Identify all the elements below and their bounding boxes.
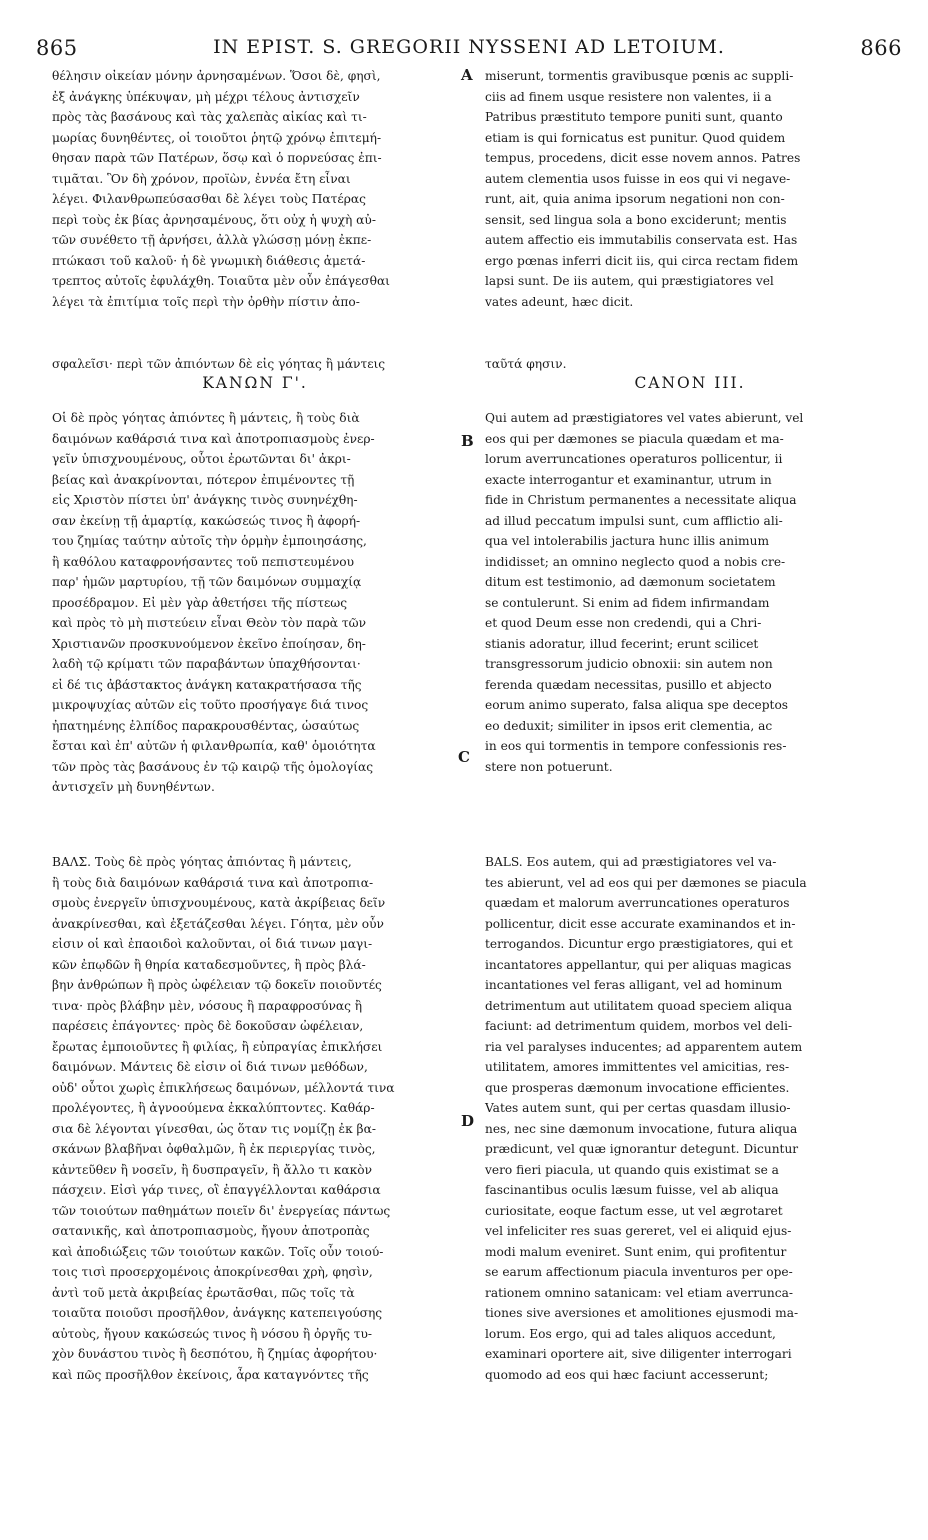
text-line: eo deduxit; similiter in ipsos erit clementia, ac xyxy=(485,718,773,733)
text-line: βείας καὶ ἀνακρίνονται, πότερον ἐπιμένοντες τῇ xyxy=(52,472,355,487)
text-line: ἐξ ἀνάγκης ὑπέκυψαν, μὴ μέχρι τέλους ἀντισχεῖν xyxy=(52,89,360,104)
page-number-left: 865 xyxy=(36,36,78,60)
text-line: qua vel intolerabilis jactura hunc illis animum xyxy=(485,534,769,548)
text-line: τῶν πρὸς τὰς βασάνους ἐν τῷ καιρῷ τῆς ὁμολογίας xyxy=(52,759,374,774)
page-number-right: 866 xyxy=(860,36,902,60)
text-line: rationem omnino satanicam: vel etiam averrunca- xyxy=(485,1285,793,1300)
latin-intro xyxy=(485,66,895,312)
text-line: utilitatem, amores immittentes vel amicitias, res- xyxy=(485,1060,790,1074)
text-line: ergo pœnas inferri dicit iis, qui circa rectam fidem xyxy=(485,253,799,268)
text-line: se earum affectionum piacula inventuros per ope- xyxy=(485,1265,793,1279)
text-line: ferenda quædam necessitas, pusillo et abjecto xyxy=(485,677,772,692)
margin-letter-c: C xyxy=(458,748,470,766)
text-line: προσέδραμον. Εἰ μὲν γὰρ ἀθετήσει τῆς πίστεως xyxy=(52,595,348,610)
greek-transition-text: σφαλεῖσι· περὶ τῶν ἀπιόντων δὲ εἰς γόητας ἢ μάντεις xyxy=(52,357,386,371)
text-line: τοιαῦτα ποιοῦσι προσῆλθον, ἀνάγκης κατεπειγούσης xyxy=(52,1306,383,1320)
text-line: μικροψυχίας αὐτῶν εἰς τοῦτο προσήγαγε διά τινος xyxy=(52,698,369,712)
text-line: tes abierunt, vel ad eos qui per dæmones se piacula xyxy=(485,875,807,890)
text-line: curiositate, eoque factum esse, ut vel ægrotaret xyxy=(485,1203,783,1218)
text-line: ἢ τοὺς διὰ δαιμόνων καθάρσιά τινα καὶ ἀποτροπια- xyxy=(52,875,374,890)
text-line: παρέσεις ἐπάγοντες· πρὸς δὲ δοκοῦσαν ὠφέλειαν, xyxy=(52,1019,364,1033)
text-line: fascinantibus oculis læsum fuisse, vel ab aliqua xyxy=(485,1183,779,1197)
text-line: καὶ πῶς προσῆλθον ἐκείνοις, ἆρα καταγνόντες τῆς xyxy=(52,1367,369,1382)
text-line: eorum animo superato, falsa aliqua spe deceptos xyxy=(485,698,789,712)
text-line: ἔρωτας ἐμποιοῦντες ἢ φιλίας, ἢ εὐπραγίας ἐπικλήσει xyxy=(52,1039,383,1054)
text-line: εἰσιν οἱ καὶ ἐπαοιδοὶ καλοῦνται, οἱ διά τινων μαγι- xyxy=(52,937,373,951)
text-line: καὶ ἀποδιώξεις τῶν τοιούτων κακῶν. Τοῖς οὖν τοιού- xyxy=(52,1244,384,1259)
running-title: IN EPIST. S. GREGORII NYSSENI AD LETOIUM. xyxy=(213,36,725,58)
text-line: εἰ δέ τις ἀβάστακτος ἀνάγκη κατακρατήσασα τῆς xyxy=(52,677,362,692)
text-line: miserunt, tormentis gravibusque pœnis ac suppli- xyxy=(485,69,794,83)
text-line: quædam et malorum averruncationes operaturos xyxy=(485,896,790,910)
latin-canon-heading: CANON III. xyxy=(634,374,746,392)
text-line: ad illud peccatum impulsi sunt, cum afflictio ali- xyxy=(485,513,783,528)
text-line: que prosperas dæmonum invocatione efficientes. xyxy=(485,1080,790,1095)
text-line: stianis adoratur, illud fecerint; erunt scilicet xyxy=(485,636,759,651)
text-line: σαν ἐκείνῃ τῇ ἁμαρτίᾳ, κακώσεώς τινος ἢ ἀφορή- xyxy=(52,513,361,528)
greek-intro xyxy=(52,66,458,312)
text-line: incantatores appellantur, qui per aliquas magicas xyxy=(485,957,792,972)
text-line: τινα· πρὸς βλάβην μὲν, νόσους ἢ παραφροσύνας ἢ xyxy=(52,998,363,1013)
text-line: Qui autem ad præstigiatores vel vates abierunt, vel xyxy=(485,411,804,425)
text-line: quomodo ad eos qui hæc faciunt accesserunt; xyxy=(485,1367,769,1382)
greek-transition-line xyxy=(52,354,895,375)
text-line: λέγει τὰ ἐπιτίμια τοῖς περὶ τὴν ὀρθὴν πίστιν ἀπο- xyxy=(52,294,360,309)
text-line: Χριστιανῶν προσκυνούμενον ἐκεῖνο ἐποίησαν, δη- xyxy=(52,636,366,651)
text-line: prædicunt, vel quæ ignorantur detegunt. Dicuntur xyxy=(485,1142,799,1156)
greek-transition-end: ταῦτά φησιν. xyxy=(485,357,567,371)
text-line: etiam is qui fornicatus est punitur. Quod quidem xyxy=(485,130,786,145)
text-line: pollicentur, dicit esse accurate examinandos et in- xyxy=(485,916,796,931)
margin-letter-a: A xyxy=(461,66,473,84)
text-line: terrogandos. Dicuntur ergo præstigiatores, qui et xyxy=(485,937,793,951)
text-line: BALS. Eos autem, qui ad præstigiatores vel va- xyxy=(485,855,777,869)
text-line: σια δὲ λέγονται γίνεσθαι, ὡς ὅταν τις νομίζῃ ἐκ βα- xyxy=(52,1121,376,1136)
text-line: autem affectio eis immutabilis conservata est. Has xyxy=(485,233,798,247)
text-line: τῶν τοιούτων παθημάτων ποιεῖν δι' ἐνεργείας πάντως xyxy=(52,1203,391,1218)
text-line: autem clementia usos fuisse in eos qui vi negave- xyxy=(485,171,791,186)
text-line: του ζημίας ταύτην αὐτοῖς τὴν ὁρμὴν ἐμποιησάσης, xyxy=(52,534,367,548)
text-line: ditum est testimonio, ad dæmonum societatem xyxy=(485,575,776,589)
text-line: θέλησιν οἰκείαν μόνην ἀρνησαμένων. Ὅσοι δὲ, φησὶ, xyxy=(52,69,381,83)
text-line: δαιμόνων. Μάντεις δὲ εἰσιν οἱ διά τινων μεθόδων, xyxy=(52,1060,368,1074)
text-line: eos qui per dæmones se piacula quædam et ma- xyxy=(485,431,784,446)
text-line: exacte interrogantur et examinantur, utrum in xyxy=(485,472,772,487)
latin-balsamon-commentary xyxy=(485,852,895,1385)
text-line: sensit, sed lingua sola a bono exciderunt; mentis xyxy=(485,212,787,227)
text-line: tempus, procedens, dicit esse novem annos. Patres xyxy=(485,151,801,165)
text-line: σμοὺς ἐνεργεῖν ὑπισχνουμένους, κατὰ ἀκρίβειας δεῖν xyxy=(52,896,386,910)
text-line: καὶ πρὸς τὸ μὴ πιστεύειν εἶναι Θεὸν τὸν παρὰ τῶν xyxy=(52,616,366,630)
text-line: τῶν συνέθετο τῇ ἀρνήσει, ἀλλὰ γλώσσῃ μόνῃ ἐκπε- xyxy=(52,233,372,247)
text-line: ria vel paralyses inducentes; ad apparentem autem xyxy=(485,1039,803,1054)
text-line: examinari oportere ait, sive diligenter interrogari xyxy=(485,1347,792,1361)
text-line: σατανικῆς, καὶ ἀποτροπιασμοὺς, ἤγουν ἀποτροπὰς xyxy=(52,1224,370,1238)
text-line: faciunt: ad detrimentum quidem, morbos vel deli- xyxy=(485,1019,793,1033)
page-header xyxy=(30,36,908,62)
text-line: γεῖν ὑπισχνουμένους, οὗτοι ἐρωτῶνται δι' ἀκρι- xyxy=(52,452,351,466)
text-line: ΒΑΛΣ. Τοὺς δὲ πρὸς γόητας ἀπιόντας ἢ μάντεις, xyxy=(52,855,352,869)
text-line: περὶ τοὺς ἐκ βίας ἀρνησαμένους, ὅτι οὐχ ἡ ψυχὴ αὐ- xyxy=(52,212,376,227)
text-line: παρ' ἡμῶν μαρτυρίου, τῇ τῶν δαιμόνων συμμαχίᾳ xyxy=(52,575,362,589)
text-line: Οἱ δὲ πρὸς γόητας ἀπιόντες ἢ μάντεις, ἢ τοὺς διὰ xyxy=(52,411,360,425)
text-line: βην ἀνθρώπων ἢ πρὸς ὠφέλειαν τῷ δοκεῖν ποιοῦντές xyxy=(52,978,382,992)
text-line: Patribus præstituto tempore puniti sunt, quanto xyxy=(485,110,783,124)
text-line: λαδὴ τῷ κρίματι τῶν παραβάντων ὑπαχθήσονται· xyxy=(52,657,361,671)
text-line: χὸν δυνάστου τινὸς ἢ δεσπότου, ἢ ζημίας ἀφορήτου· xyxy=(52,1347,378,1361)
text-line: πτώκασι τοῦ καλοῦ· ἡ δὲ γνωμικὴ διάθεσις ἀμετά- xyxy=(52,253,366,268)
text-line: lorum averruncationes operaturos pollicentur, ii xyxy=(485,452,783,466)
text-line: fide in Christum permanentes a necessitate aliqua xyxy=(485,493,797,507)
greek-balsamon-commentary xyxy=(52,852,458,1385)
text-line: εἰς Χριστὸν πίστει ὑπ' ἀνάγκης τινὸς συνηνέχθη- xyxy=(52,493,358,507)
text-line: οὐδ' οὗτοι χωρὶς ἐπικλήσεως δαιμόνων, μέλλοντά τινα xyxy=(52,1080,395,1095)
text-line: vel infeliciter res suas gereret, vel ei aliquid ejus- xyxy=(485,1224,792,1238)
text-line: ἀντισχεῖν μὴ δυνηθέντων. xyxy=(52,780,215,794)
greek-canon-text xyxy=(52,408,458,798)
text-line: stere non potuerunt. xyxy=(485,759,613,774)
text-line: λέγει. Φιλανθρωπεύσασθαι δὲ λέγει τοὺς Πατέρας xyxy=(52,192,366,206)
text-line: ἠπατημένης ἐλπίδος παρακρουσθέντας, ὡσαύτως xyxy=(52,718,360,733)
text-line: τρεπτος αὐτοῖς ἐφυλάχθη. Τοιαῦτα μὲν οὖν ἐπάγεσθαι xyxy=(52,274,390,288)
text-line: ἔσται καὶ ἐπ' αὐτῶν ἡ φιλανθρωπία, καθ' ὁμοιότητα xyxy=(52,739,376,753)
text-line: ἀντὶ τοῦ μετὰ ἀκριβείας ἐρωτᾶσθαι, πῶς τοῖς τὰ xyxy=(52,1285,355,1300)
margin-letter-d: D xyxy=(461,1112,475,1130)
text-line: τιμᾶται. Ὃν δὴ χρόνον, προϊὼν, ἐννέα ἔτη εἶναι xyxy=(52,171,351,186)
text-line: μωρίας δυνηθέντες, οἱ τοιοῦτοι ῥητῷ χρόνῳ ἐπιτεμή- xyxy=(52,130,382,145)
text-line: κἀντεῦθεν ἢ νοσεῖν, ἢ δυσπραγεῖν, ἢ ἄλλο τι κακὸν xyxy=(52,1162,372,1177)
text-line: αὐτοὺς, ἤγουν κακώσεώς τινος ἢ νόσου ἢ ὀργῆς τυ- xyxy=(52,1326,373,1341)
text-line: προλέγοντες, ἢ ἀγνοούμενα ἐκκαλύπτοντες. Καθάρ- xyxy=(52,1101,375,1115)
text-line: detrimentum aut utilitatem quoad speciem aliqua xyxy=(485,998,793,1013)
text-line: vates adeunt, hæc dicit. xyxy=(485,294,634,309)
margin-letter-b: B xyxy=(461,432,474,450)
text-line: transgressorum judicio obnoxii: sin autem non xyxy=(485,657,773,671)
text-line: lapsi sunt. De iis autem, qui præstigiatores vel xyxy=(485,274,774,288)
text-line: πρὸς τὰς βασάνους καὶ τὰς χαλεπὰς αἰκίας καὶ τι- xyxy=(52,110,367,124)
text-line: ἢ καθόλου καταφρονήσαντες τοῦ πεπιστευμένου xyxy=(52,554,354,569)
text-line: et quod Deum esse non credendi, qui a Chri- xyxy=(485,616,762,630)
text-line: vero fieri piacula, ut quando quis existimat se a xyxy=(485,1162,779,1177)
text-line: incantationes vel feras alligant, vel ad hominum xyxy=(485,978,783,992)
text-line: runt, ait, quia anima ipsorum negationi non con- xyxy=(485,192,785,206)
text-line: δαιμόνων καθάρσιά τινα καὶ ἀποτροπιασμοὺς ἐνερ- xyxy=(52,431,375,446)
text-line: κῶν ἐπῳδῶν ἢ θηρία καταδεσμοῦντες, ἢ πρὸς βλά- xyxy=(52,957,366,972)
text-line: nes, nec sine dæmonum invocatione, futura aliqua xyxy=(485,1121,798,1136)
text-line: in eos qui tormentis in tempore confessionis res- xyxy=(485,739,787,753)
text-line: ciis ad finem usque resistere non valentes, ii a xyxy=(485,89,772,104)
text-line: tiones sive aversiones et amolitiones ejusmodi ma- xyxy=(485,1306,799,1320)
text-line: se contulerunt. Si enim ad fidem infirmandam xyxy=(485,595,770,610)
text-line: πάσχειν. Εἰσὶ γάρ τινες, οἳ ἐπαγγέλλονται καθάρσια xyxy=(52,1183,381,1197)
text-line: modi malum eveniret. Sunt enim, qui profitentur xyxy=(485,1244,787,1259)
text-line: θησαν παρὰ τῶν Πατέρων, ὅσῳ καὶ ὁ πορνεύσας ἐπι- xyxy=(52,151,382,165)
text-line: ἀνακρίνεσθαι, καὶ ἐξετάζεσθαι λέγει. Γόητα, μὲν οὖν xyxy=(52,916,384,931)
greek-canon-heading: ΚΑΝΩΝ Γ'. xyxy=(202,374,308,392)
text-line: indidisset; an omnino neglecto quod a nobis cre- xyxy=(485,554,786,569)
text-line: lorum. Eos ergo, qui ad tales aliquos accedunt, xyxy=(485,1326,776,1341)
latin-canon-text xyxy=(485,408,895,777)
text-line: σκάνων βλαβῆναι ὀφθαλμῶν, ἢ ἐκ περιεργίας τινὸς, xyxy=(52,1142,376,1156)
text-line: Vates autem sunt, qui per certas quasdam illusio- xyxy=(485,1101,791,1115)
text-line: τοις τισὶ προσερχομένοις ἀποκρίνεσθαι χρὴ, φησὶν, xyxy=(52,1265,373,1279)
